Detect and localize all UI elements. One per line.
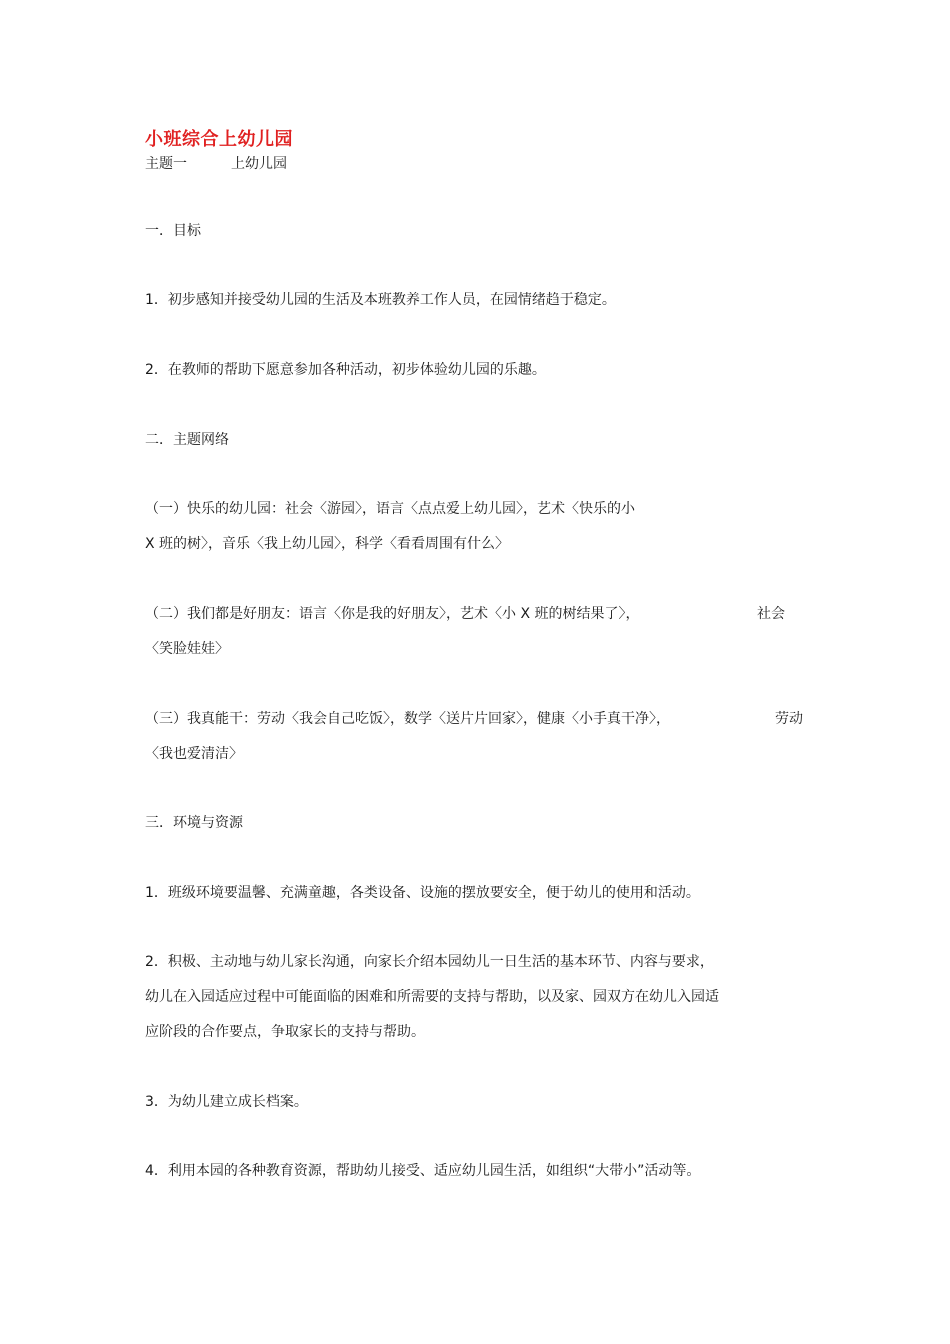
- environment-item-3: 3．为幼儿建立成长档案。: [145, 1094, 308, 1110]
- section-heading-theme-network: 二．主题网络: [145, 432, 229, 448]
- environment-item-4: 4．利用本园的各种教育资源，帮助幼儿接受、适应幼儿园生活，如组织“大带小”活动等。: [145, 1163, 701, 1179]
- environment-item-2-line-3: 应阶段的合作要点，争取家长的支持与帮助。: [145, 1024, 425, 1040]
- network-group-3-line-1: [145, 709, 803, 729]
- environment-item-2-line-1: 2．积极、主动地与幼儿家长沟通，向家长介绍本园幼儿一日生活的基本环节、内容与要求，: [145, 954, 714, 970]
- section-heading-goals: 一．目标: [145, 223, 201, 239]
- network-group-2-line-1: [145, 604, 785, 624]
- network-group-2-tail: 社会: [757, 606, 785, 622]
- network-group-2-text: （二）我们都是好朋友：语言〈你是我的好朋友〉，艺术〈小 X 班的树结果了〉，: [145, 606, 640, 622]
- environment-item-1: 1．班级环境要温馨、充满童趣，各类设备、设施的摆放要安全，便于幼儿的使用和活动。: [145, 885, 700, 901]
- goal-item-2: 2．在教师的帮助下愿意参加各种活动，初步体验幼儿园的乐趣。: [145, 362, 546, 378]
- network-group-2-line-2: 〈笑脸娃娃〉: [145, 641, 229, 657]
- theme-subtitle: [145, 153, 287, 173]
- section-heading-environment: 三．环境与资源: [145, 815, 243, 831]
- network-group-1-line-1: （一）快乐的幼儿园：社会〈游园〉，语言〈点点爱上幼儿园〉，艺术〈快乐的小: [145, 501, 635, 517]
- network-group-1-line-2: X 班的树〉，音乐〈我上幼儿园〉，科学〈看看周围有什么〉: [145, 536, 510, 552]
- environment-item-2-line-2: 幼儿在入园适应过程中可能面临的困难和所需要的支持与帮助，以及家、园双方在幼儿入园适: [145, 989, 719, 1005]
- document-title: 小班综合上幼儿园: [145, 129, 293, 150]
- theme-name: 上幼儿园: [231, 156, 287, 172]
- goal-item-1: 1．初步感知并接受幼儿园的生活及本班教养工作人员，在园情绪趋于稳定。: [145, 292, 616, 308]
- network-group-3-tail: 劳动: [775, 711, 803, 727]
- theme-label: 主题一: [145, 156, 187, 172]
- network-group-3-text: （三）我真能干：劳动〈我会自己吃饭〉，数学〈送片片回家〉，健康〈小手真干净〉，: [145, 711, 670, 727]
- network-group-3-line-2: 〈我也爱清洁〉: [145, 746, 243, 762]
